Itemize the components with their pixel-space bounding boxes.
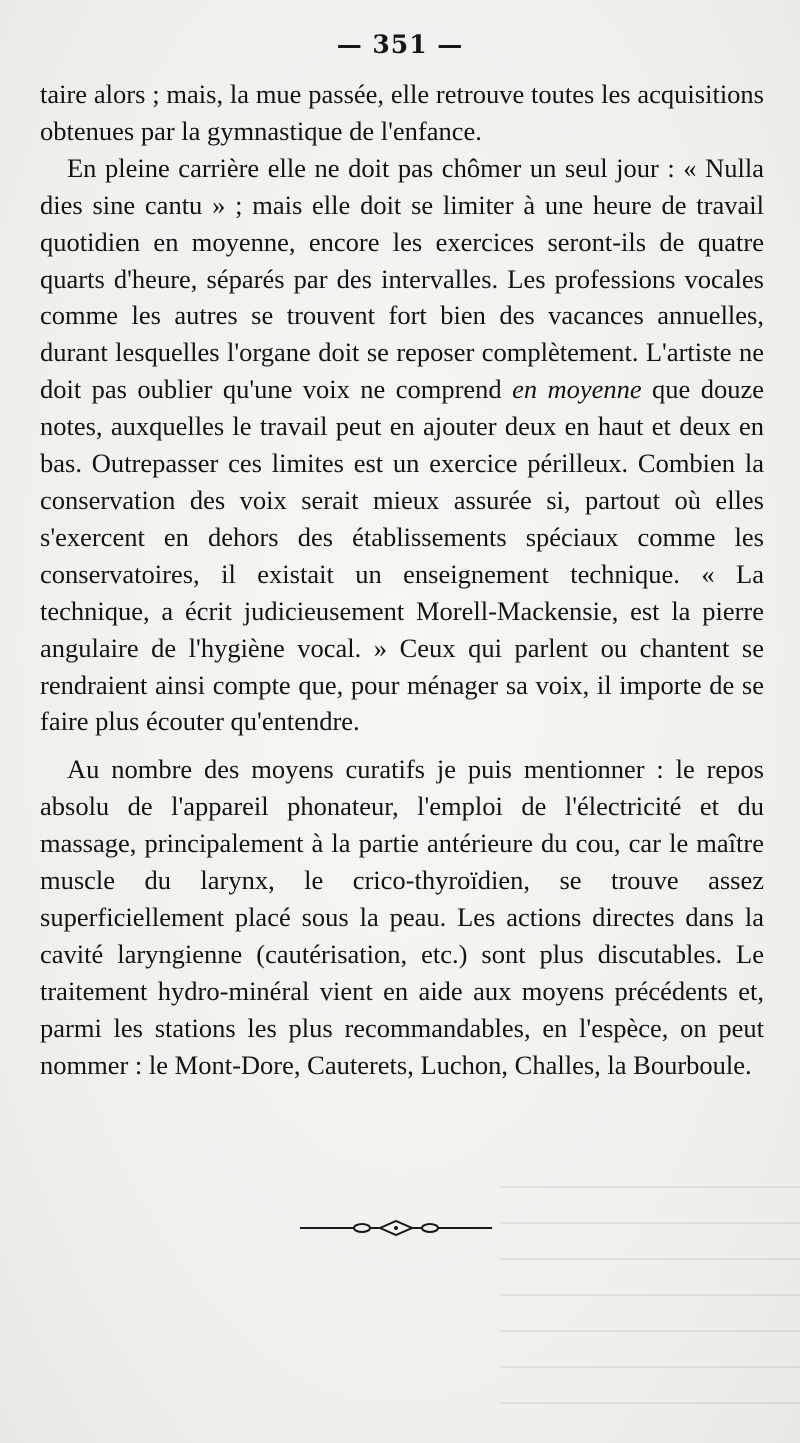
body-text xyxy=(40,76,764,1083)
tail-piece-ornament xyxy=(300,1218,492,1238)
paragraph-1: taire alors ; mais, la mue passée, elle retrouve toutes les acquisitions obtenues par la gymnastique de l'enfance. xyxy=(40,79,764,146)
paragraph-2-emphasis: en moyenne xyxy=(512,374,642,405)
paragraph-2 xyxy=(40,150,764,741)
paragraph-3: Au nombre des moyens curatifs je puis mentionner : le repos absolu de l'appareil phonateur, l'emploi de l'électricité et du massage, principalement à la partie antérieure du cou, car le maître muscle du larynx, le crico-thyroïdien, se trouve assez superficiellement placé sous la peau. Les actions directes dans la cavité laryngienne (cautérisation, etc.) sont plus discutables. Le traitement hydro-minéral vient en aide aux moyens précédents et, parmi les stations les plus recommandables, en l'espèce, on peut nommer : le Mont-Dore, Cauterets, Luchon, Challes, la Bourboule. xyxy=(40,754,764,1080)
paragraph-2-part-2: que douze notes, auxquelles le travail peut en ajouter deux en haut et deux en bas. Outrepasser ces limites est un exercice périlleux. Combien la conservation des voix serait mieux assurée si, partout où elles s'exercent en dehors des établissements spéciaux comme les conservatoires, il existait un enseignement technique. « La technique, a écrit judicieusement Morell-Mackensie, est la pierre angulaire de l'hygiène vocal. » Ceux qui parlent ou chantent se rendraient ainsi compte que, pour ménager sa voix, il importe de se faire plus écouter qu'entendre. xyxy=(40,374,764,737)
page-number: — 351 — xyxy=(336,30,464,59)
paragraph-2-part-1: En pleine carrière elle ne doit pas chômer un seul jour : « Nulla dies sine cantu » ; mais elle doit se limiter à une heure de travail quotidien en moyenne, encore les exercices seront-ils de quatre quarts d'heure, séparés par des intervalles. Les professions vocales comme les autres se trouvent fort bien des vacances annuelles, durant lesquelles l'organe doit se reposer complètement. L'artiste ne doit pas oublier qu'une voix ne comprend xyxy=(40,152,764,405)
show-through-texture xyxy=(500,1160,800,1420)
